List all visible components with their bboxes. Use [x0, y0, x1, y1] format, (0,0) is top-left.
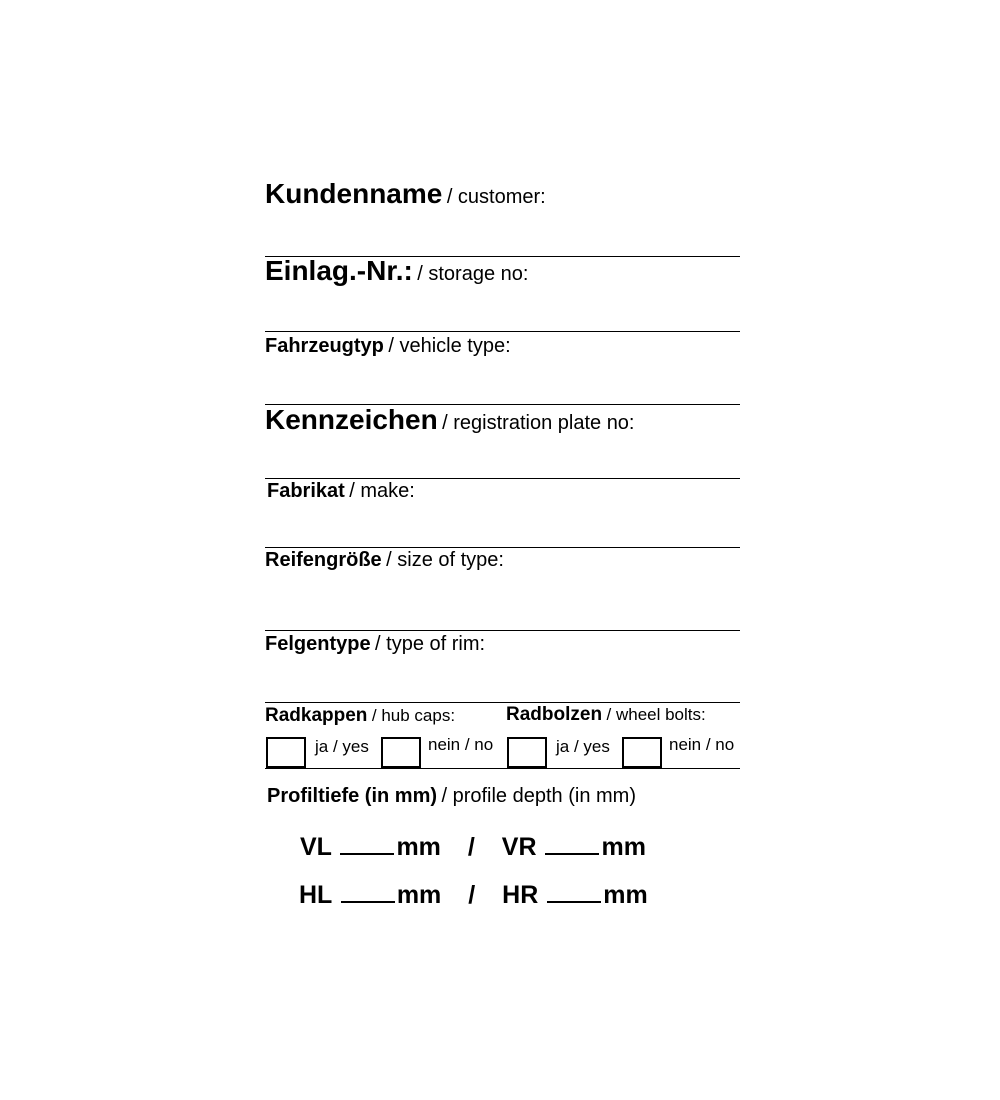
front-left-label: VL [300, 833, 332, 861]
rear-left-unit: mm [396, 881, 442, 909]
make-label-de: Fabrikat [267, 480, 345, 502]
profile-depth-front-row [300, 835, 646, 860]
plate-label [265, 406, 635, 434]
caps-bolts-divider [265, 768, 740, 769]
wheel-bolts-no-label: nein / no [669, 735, 735, 754]
vehicle-type-label-en: / vehicle type: [388, 335, 511, 357]
profile-depth-label-en: / profile depth (in mm) [441, 785, 636, 807]
rim-type-field[interactable] [265, 702, 740, 703]
wheel-bolts-yes-label: ja / yes [556, 737, 610, 756]
rim-type-label-en: / type of rim: [375, 633, 486, 655]
vehicle-type-label [265, 336, 511, 356]
plate-label-en: / registration plate no: [442, 412, 635, 434]
hub-caps-label-en: / hub caps: [371, 706, 456, 725]
hub-caps-no-checkbox[interactable] [381, 737, 421, 768]
wheel-bolts-label-en: / wheel bolts: [606, 705, 706, 724]
profile-depth-label-de: Profiltiefe (in mm) [267, 785, 438, 807]
rim-type-label [265, 634, 485, 654]
hub-caps-no-label: nein / no [428, 735, 494, 754]
tyre-size-label-de: Reifengröße [265, 549, 382, 571]
front-right-input[interactable] [545, 835, 599, 855]
tyre-size-label-en: / size of type: [386, 549, 504, 571]
customer-label-en: / customer: [446, 186, 546, 208]
make-label [267, 481, 415, 501]
storage-no-label-de: Einlag.-Nr.: [265, 255, 413, 286]
front-right-label: VR [501, 833, 537, 861]
hub-caps-yes-checkbox[interactable] [266, 737, 306, 768]
rim-type-label-de: Felgentype [265, 633, 371, 655]
wheel-bolts-yes-checkbox[interactable] [507, 737, 547, 768]
wheel-bolts-label-de: Radbolzen [506, 704, 603, 725]
rear-slash: / [468, 881, 476, 909]
rear-left-label: HL [299, 881, 332, 909]
wheel-bolts-no-checkbox[interactable] [622, 737, 662, 768]
make-label-en: / make: [349, 480, 415, 502]
make-field[interactable] [265, 547, 740, 548]
vehicle-type-label-de: Fahrzeugtyp [265, 335, 384, 357]
storage-no-label-en: / storage no: [417, 263, 529, 285]
hub-caps-yes-label: ja / yes [315, 737, 369, 756]
hub-caps-label [265, 706, 455, 725]
plate-field[interactable] [265, 478, 740, 479]
tyre-size-label [265, 550, 504, 570]
front-left-input[interactable] [340, 835, 394, 855]
hub-caps-label-de: Radkappen [265, 705, 368, 726]
customer-label [265, 180, 546, 208]
tyre-size-field[interactable] [265, 630, 740, 631]
customer-label-de: Kundenname [265, 178, 443, 209]
front-left-unit: mm [396, 833, 441, 861]
front-slash: / [467, 833, 475, 861]
rear-right-label: HR [502, 881, 539, 909]
rear-right-input[interactable] [547, 883, 601, 903]
profile-depth-label [267, 786, 636, 806]
profile-depth-rear-row [299, 883, 648, 908]
plate-label-de: Kennzeichen [265, 404, 438, 435]
front-right-unit: mm [601, 833, 646, 861]
rear-left-input[interactable] [341, 883, 395, 903]
storage-no-field[interactable] [265, 331, 740, 332]
wheel-bolts-label [506, 705, 706, 724]
storage-no-label [265, 257, 528, 285]
rear-right-unit: mm [603, 881, 648, 909]
